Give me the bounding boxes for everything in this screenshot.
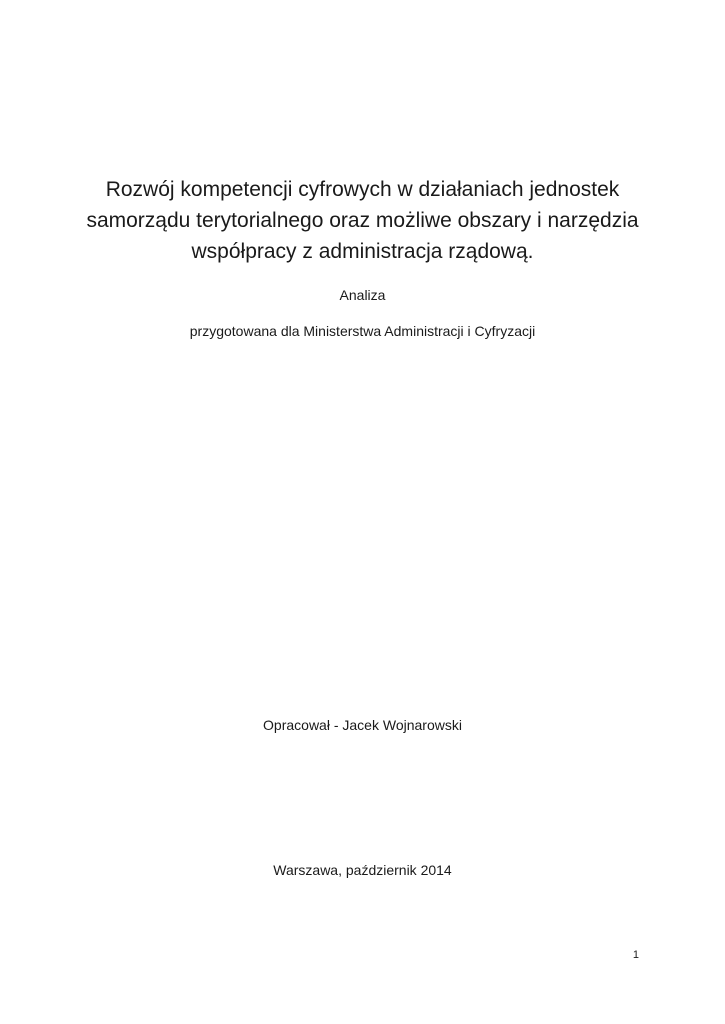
prepared-for-line: przygotowana dla Ministerstwa Administracji i Cyfryzacji bbox=[189, 323, 536, 339]
title-line-3: współpracy z administracja rządową. bbox=[191, 240, 534, 263]
document-title bbox=[60, 174, 665, 267]
page-number: 1 bbox=[632, 949, 639, 961]
document-subtitle: Analiza bbox=[339, 287, 386, 303]
place-date-line: Warszawa, październik 2014 bbox=[273, 862, 452, 878]
title-line-2: samorządu terytorialnego oraz możliwe obszary i narzędzia bbox=[86, 209, 639, 232]
title-line-1: Rozwój kompetencji cyfrowych w działaniach jednostek bbox=[105, 178, 620, 201]
author-line: Opracował - Jacek Wojnarowski bbox=[263, 717, 462, 733]
